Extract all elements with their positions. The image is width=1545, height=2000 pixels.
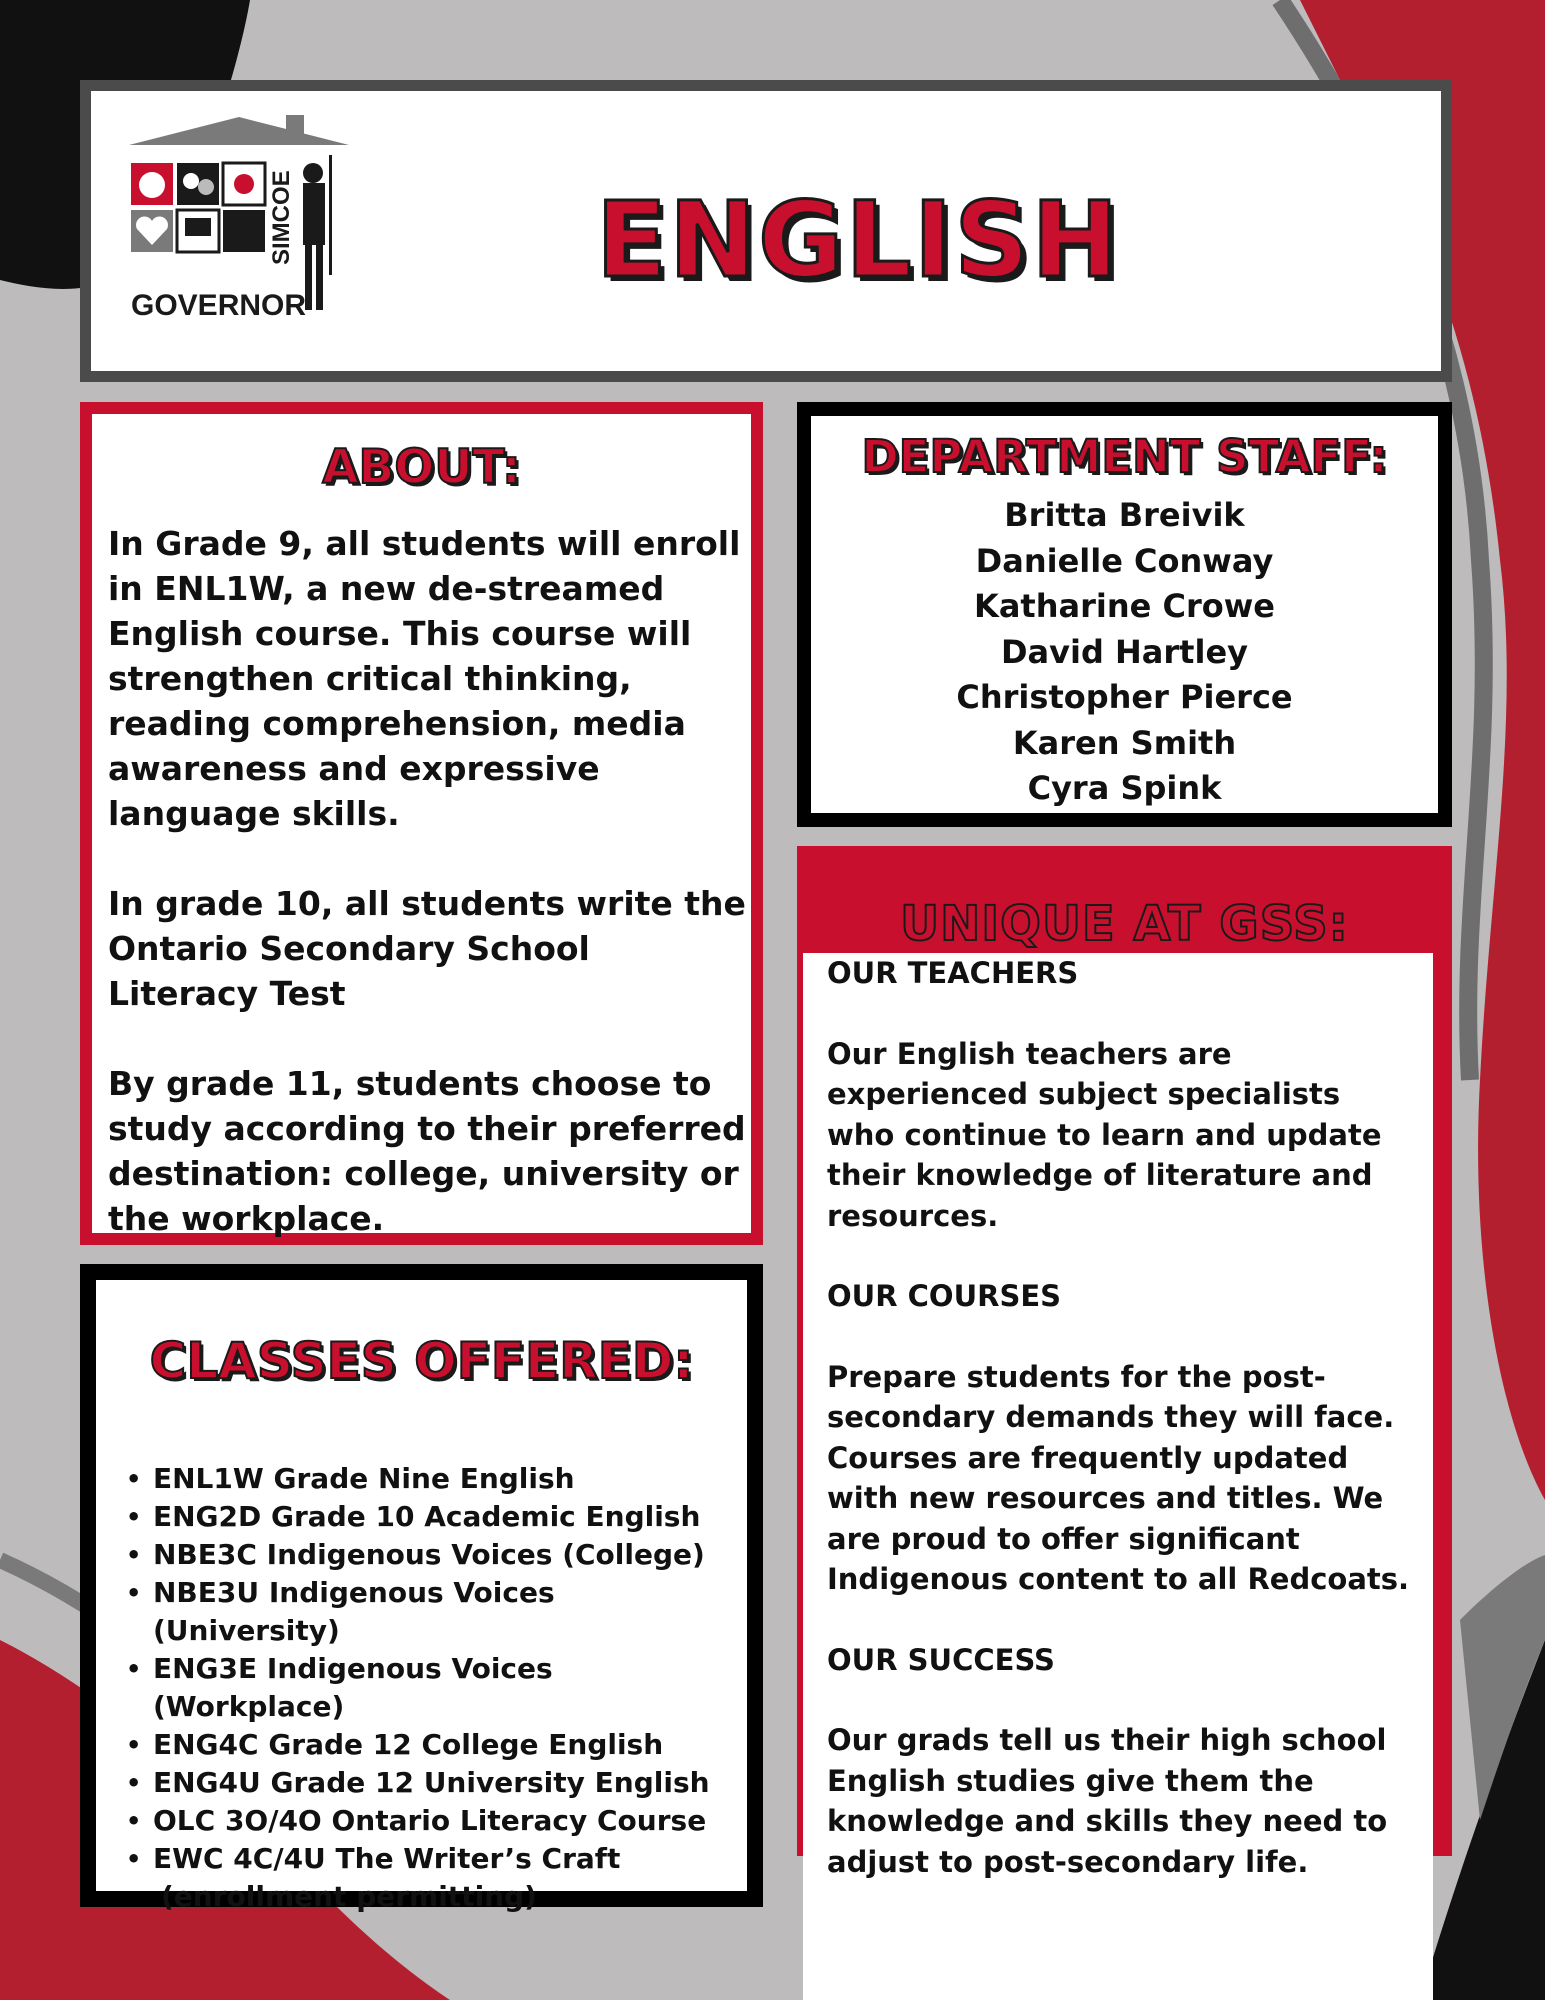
- class-item: • NBE3U Indigenous Voices (University): [126, 1574, 747, 1650]
- staff-member: Karen Smith: [1012, 723, 1237, 762]
- unique-section-body: Our English teachers are experienced subject specialists who continue to learn and update their knowledge of literature and resources.: [827, 1036, 1382, 1233]
- unique-heading: UNIQUE AT GSS:: [900, 896, 1349, 952]
- classes-offered-panel: [80, 1264, 763, 1913]
- unique-at-gss-content: [803, 953, 1433, 2000]
- staff-member: Katharine Crowe: [974, 587, 1275, 625]
- logo-palette-dot: [234, 174, 254, 194]
- unique-section-body: Prepare students for the post-secondary demands they will face. Courses are frequently updated with new resources and titles. We are proud to offer significant Indigenous content to all Redcoats.: [827, 1359, 1410, 1596]
- class-item: • EWC 4C/4U The Writer’s Craft (enrollment permitting): [126, 1840, 747, 1916]
- staff-member: Christopher Pierce: [956, 678, 1293, 716]
- class-item: • ENL1W Grade Nine English: [126, 1460, 747, 1498]
- page-title: ENGLISH: [596, 179, 1121, 301]
- unique-section-title: OUR SUCCESS: [827, 1642, 1055, 1677]
- logo-roof: [129, 117, 349, 145]
- classes-heading: CLASSES OFFERED:: [149, 1332, 694, 1390]
- staff-member: David Hartley: [1000, 632, 1248, 671]
- about-paragraph: In Grade 9, all students will enroll in ENL1W, a new de-streamed English course. This course will strengthen critical thinking, reading comprehension, media awareness and expressive language skills.: [108, 524, 741, 833]
- governor-simcoe-logo: [121, 115, 356, 330]
- staff-member: Britta Breivik: [1004, 496, 1245, 534]
- about-paragraph: In grade 10, all students write the Ontario Secondary School Literacy Test: [108, 884, 746, 1013]
- logo-computer-screen: [185, 218, 211, 236]
- logo-tile-red-figure: [139, 172, 165, 198]
- department-staff-panel: [797, 402, 1452, 827]
- class-item: • NBE3C Indigenous Voices (College): [126, 1536, 747, 1574]
- header-banner: [80, 80, 1452, 382]
- staff-member: Danielle Conway: [975, 541, 1274, 580]
- about-panel: [80, 402, 763, 1245]
- unique-section-title: OUR TEACHERS: [827, 956, 1079, 990]
- logo-chimney: [286, 115, 304, 139]
- about-heading: ABOUT:: [322, 440, 521, 495]
- class-item: • OLC 3O/4O Ontario Literacy Course: [126, 1802, 747, 1840]
- logo-text-simcoe: SIMCOE: [268, 170, 295, 265]
- class-item: • ENG4C Grade 12 College English: [126, 1726, 747, 1764]
- staff-heading: DEPARTMENT STAFF:: [861, 430, 1388, 483]
- unique-section-title: OUR COURSES: [827, 1279, 1062, 1313]
- about-body: [108, 521, 748, 1286]
- class-item-note: (enrollment permitting): [161, 1880, 537, 1913]
- class-item: • ENG4U Grade 12 University English: [126, 1764, 747, 1802]
- staff-list: [811, 493, 1438, 812]
- logo-tile-blank: [223, 210, 265, 252]
- about-paragraph: By grade 11, students choose to study according to their preferred destination: college, university or the workplace.: [108, 1064, 746, 1238]
- logo-mask-right: [198, 179, 214, 195]
- class-item: • ENG3E Indigenous Voices (Workplace): [126, 1650, 747, 1726]
- logo-text-governor: GOVERNOR: [131, 289, 307, 322]
- logo-soldier: [303, 155, 332, 310]
- class-list: [96, 1460, 747, 1916]
- class-item: • ENG2D Grade 10 Academic English: [126, 1498, 747, 1536]
- logo-mask-left: [183, 173, 199, 189]
- unique-section-body: Our grads tell us their high school English studies give them the knowledge and skills they need to adjust to post-secondary life.: [827, 1723, 1388, 1879]
- staff-member: Cyra Spink: [1027, 769, 1222, 807]
